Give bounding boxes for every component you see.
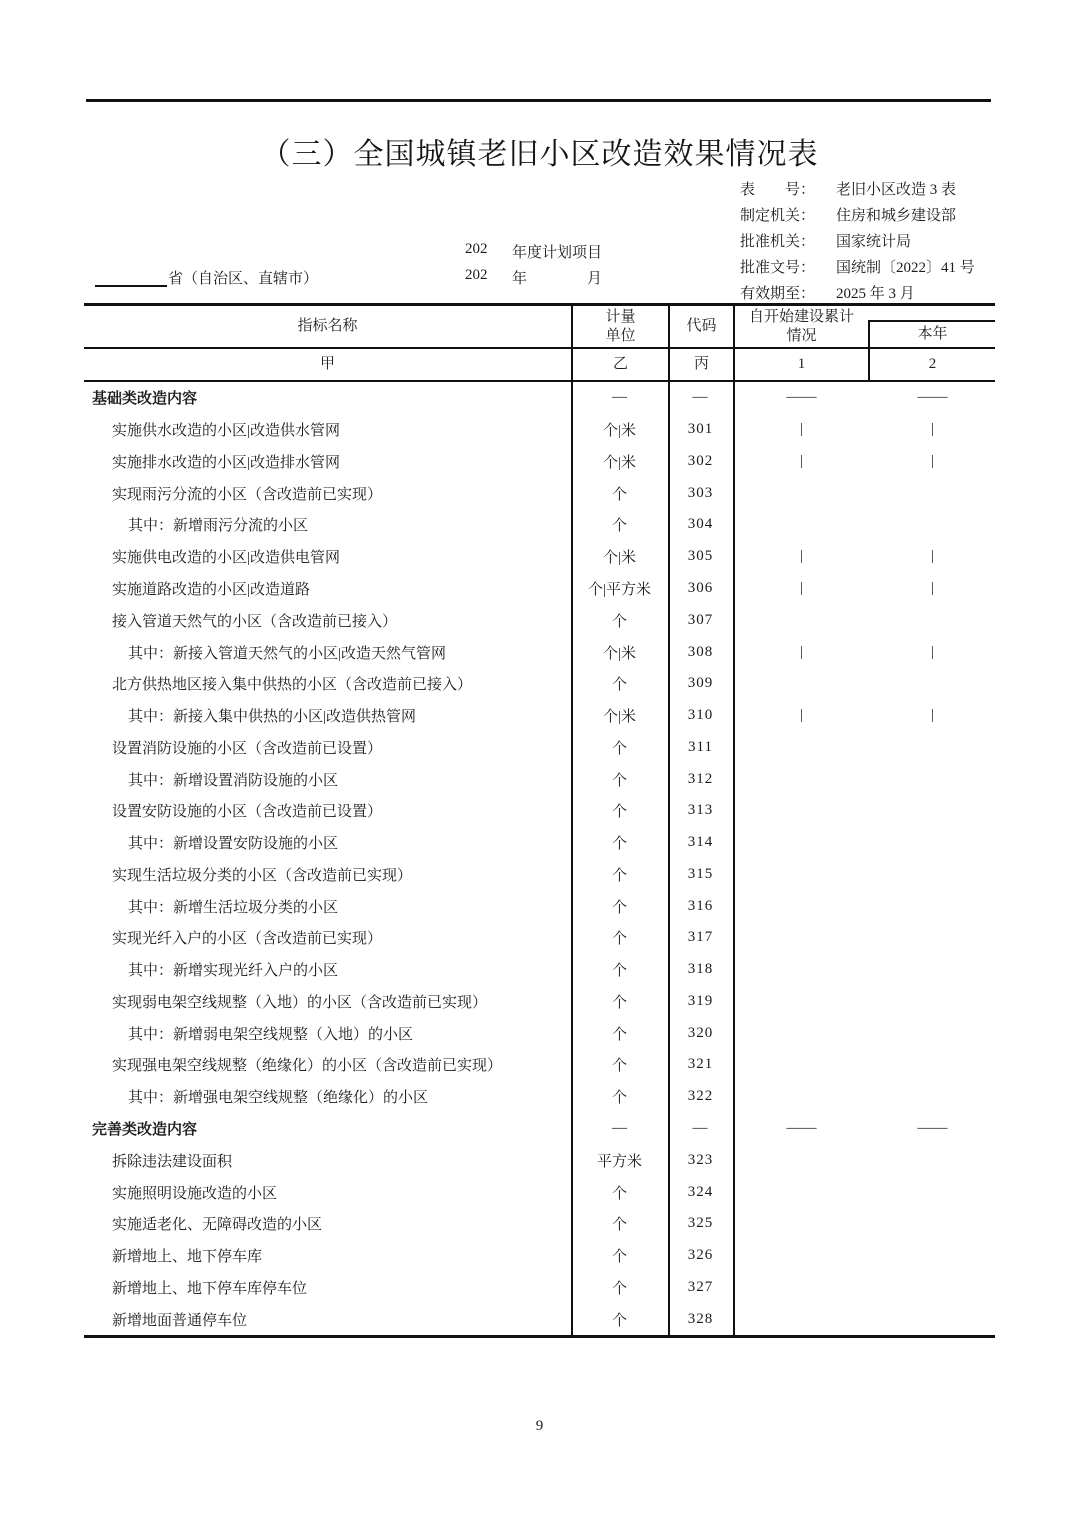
unit-cell: 个 [611,486,627,503]
info-row-approver [740,229,995,255]
info-label: 批准机关： [740,234,816,250]
indicator-name-cell: 其中：新增生活垃圾分类的小区 [128,899,339,916]
table-row [84,922,995,954]
indicator-name-cell: 其中：新接入集中供热的小区|改造供热管网 [128,709,417,726]
col-header-unit [573,306,668,347]
code-cell: 310 [687,707,714,724]
code-cell: 302 [687,452,714,469]
unit-cell: — [612,389,627,406]
indicator-name-cell: 其中：新增弱电架空线规整（入地）的小区 [128,1026,414,1043]
code-cell: 303 [687,484,714,501]
stub-header-jia: 甲 [319,356,335,372]
province-fill-blank [95,285,167,287]
table-row [84,795,995,827]
code-cell: 320 [687,1024,714,1041]
indicator-name-cell: 新增地上、地下停车库停车位 [112,1280,308,1297]
month-label: 月 [587,271,603,287]
table-row [84,827,995,859]
cumulative-value-cell: | [799,548,803,565]
table-row [84,414,995,446]
code-cell: 319 [687,992,714,1009]
indicator-name-cell: 实施照明设施改造的小区 [112,1185,278,1202]
unit-cell: 个 [611,994,627,1011]
col-header-unit-line1: 计量 [605,308,636,325]
current-year-value-cell: —— [917,389,948,406]
unit-cell: 个|米 [602,645,636,662]
col-header-indicator: 指标名称 [297,318,358,334]
unit-cell: 个 [611,931,627,948]
table-row [84,1081,995,1113]
plan-label: 年度计划项目 [512,245,603,261]
col-header-cumulative [735,306,868,347]
unit-cell: 个 [611,1249,627,1266]
table-row [84,382,995,414]
table-bottom-border [84,1335,995,1338]
unit-cell: 个 [611,867,627,884]
info-value: 住房和城乡建设部 [836,208,957,224]
table-row [84,1113,995,1145]
year-label: 年 [512,271,528,287]
code-cell: 322 [687,1088,714,1105]
indicator-name-cell: 实施道路改造的小区|改造道路 [112,581,311,598]
unit-cell: 个 [611,804,627,821]
table-row [84,1271,995,1303]
unit-cell: 个|米 [602,454,636,471]
code-cell: 317 [687,929,714,946]
table-row [84,763,995,795]
unit-cell: 平方米 [596,1153,642,1170]
indicator-name-cell: 其中：新增实现光纤入户的小区 [128,963,339,980]
unit-cell: 个 [611,1090,627,1107]
code-cell: 325 [687,1215,714,1232]
indicator-name-cell: 其中：新增雨污分流的小区 [128,518,309,535]
code-cell: 307 [687,611,714,628]
form-meta [0,0,1080,300]
unit-cell: 个|米 [602,709,636,726]
table-row [84,541,995,573]
current-year-value-cell: | [930,548,934,565]
code-cell: 304 [687,516,714,533]
code-cell: 318 [687,961,714,978]
code-cell: 314 [687,834,714,851]
table-row [84,573,995,605]
code-cell: 306 [687,579,714,596]
fill-year-prefix: 202 [465,267,488,283]
info-value: 老旧小区改造 3 表 [836,182,957,198]
code-cell: 311 [688,738,713,755]
code-cell: 327 [687,1278,714,1295]
unit-cell: 个 [611,772,627,789]
unit-cell: 个 [611,899,627,916]
col-header-unit-line2: 单位 [605,327,636,344]
col-header-code: 代码 [686,318,717,334]
table-row [84,1144,995,1176]
stub-header-yi: 乙 [612,356,628,372]
indicator-name-cell: 设置消防设施的小区（含改造前已设置） [112,740,383,757]
unit-cell: 个 [611,740,627,757]
current-year-value-cell: | [930,643,934,660]
current-year-value-cell: | [930,707,934,724]
table-row [84,1017,995,1049]
code-cell: 301 [687,421,714,438]
table-row [84,1176,995,1208]
unit-cell: — [612,1119,627,1136]
info-label: 有效期至： [740,286,816,302]
page-number: 9 [535,1418,544,1434]
table-row [84,604,995,636]
indicator-name-cell: 其中：新接入管道天然气的小区|改造天然气管网 [128,645,447,662]
info-label: 批准文号： [740,260,816,276]
code-cell: 326 [687,1247,714,1264]
code-cell: 305 [687,548,714,565]
plan-year-prefix: 202 [465,241,488,257]
indicator-name-cell: 实现强电架空线规整（绝缘化）的小区（含改造前已实现） [112,1058,503,1075]
table-row [84,509,995,541]
indicator-name-cell: 设置安防设施的小区（含改造前已设置） [112,804,383,821]
form-info-block [740,177,995,307]
unit-cell: 个 [611,677,627,694]
current-year-value-cell: | [930,452,934,469]
unit-cell: 个 [611,836,627,853]
code-cell: 313 [687,802,714,819]
table-row [84,1049,995,1081]
info-row-table-number [740,177,995,203]
unit-cell: 个 [611,1026,627,1043]
indicator-name-cell: 实施供电改造的小区|改造供电管网 [112,550,341,567]
indicator-name-cell: 实现雨污分流的小区（含改造前已实现） [112,486,383,503]
table-row [84,477,995,509]
table-row [84,731,995,763]
table-row [84,636,995,668]
code-cell: 328 [687,1310,714,1327]
code-cell: 309 [687,675,714,692]
code-cell: 321 [687,1056,714,1073]
cumulative-value-cell: —— [786,1119,817,1136]
stub-header-col1: 1 [797,356,806,372]
indicator-name-cell: 新增地上、地下停车库 [112,1249,263,1266]
info-value: 国统制〔2022〕41 号 [836,260,975,276]
code-cell: 312 [687,770,714,787]
col-header-cumulative-line1: 自开始建设累计 [748,308,854,325]
cumulative-value-cell: | [799,643,803,660]
table-row [84,1208,995,1240]
cumulative-value-cell: —— [786,389,817,406]
cumulative-value-cell: | [799,707,803,724]
current-year-value-cell: —— [917,1119,948,1136]
indicator-name-cell: 拆除违法建设面积 [112,1153,233,1170]
code-cell: 323 [687,1151,714,1168]
stub-header-bing: 丙 [693,356,709,372]
code-cell: — [692,389,709,406]
indicator-name-cell: 实施供水改造的小区|改造供水管网 [112,423,341,440]
unit-cell: 个 [611,1312,627,1329]
code-cell: 316 [687,897,714,914]
current-year-value-cell: | [930,421,934,438]
table-row [84,1303,995,1335]
indicator-name-cell: 其中：新增设置消防设施的小区 [128,772,339,789]
table-row [84,446,995,478]
info-label: 制定机关： [740,208,816,224]
code-cell: — [692,1119,709,1136]
stub-header-col2: 2 [928,356,937,372]
indicator-name-cell: 其中：新增设置安防设施的小区 [128,836,339,853]
unit-cell: 个|平方米 [587,581,651,598]
indicator-name-cell: 其中：新增强电架空线规整（绝缘化）的小区 [128,1090,429,1107]
unit-cell: 个 [611,518,627,535]
col-header-current-year: 本年 [917,326,948,342]
unit-cell: 个 [611,963,627,980]
indicator-name-cell: 基础类改造内容 [92,390,198,408]
unit-cell: 个 [611,1185,627,1202]
info-value: 2025 年 3 月 [836,286,915,302]
cumulative-value-cell: | [799,421,803,438]
table-row [84,986,995,1018]
info-label: 表 号： [740,182,816,198]
code-cell: 308 [687,643,714,660]
unit-cell: 个 [611,1058,627,1075]
indicator-name-cell: 新增地面普通停车位 [112,1312,248,1329]
code-cell: 324 [687,1183,714,1200]
current-year-value-cell: | [930,579,934,596]
indicator-name-cell: 实现光纤入户的小区（含改造前已实现） [112,931,383,948]
unit-cell: 个 [611,613,627,630]
unit-cell: 个 [611,1280,627,1297]
info-row-approval-number [740,255,995,281]
table-row [84,700,995,732]
statistics-table [84,303,995,1338]
indicator-name-cell: 实现生活垃圾分类的小区（含改造前已实现） [112,867,413,884]
indicator-name-cell: 实施排水改造的小区|改造排水管网 [112,454,341,471]
table-row [84,1240,995,1272]
cumulative-value-cell: | [799,452,803,469]
table-row [84,858,995,890]
indicator-name-cell: 实现弱电架空线规整（入地）的小区（含改造前已实现） [112,994,488,1011]
indicator-name-cell: 北方供热地区接入集中供热的小区（含改造前已接入） [112,677,473,694]
info-row-maker [740,203,995,229]
unit-cell: 个|米 [602,423,636,440]
unit-cell: 个|米 [602,550,636,567]
unit-cell: 个 [611,1217,627,1234]
page-title: （三）全国城镇老旧小区改造效果情况表 [260,138,819,171]
col-header-cumulative-line2: 情况 [786,327,817,344]
table-row [84,668,995,700]
cumulative-value-cell: | [799,579,803,596]
code-cell: 315 [687,865,714,882]
indicator-name-cell: 完善类改造内容 [92,1120,198,1138]
table-row [84,890,995,922]
table-row [84,954,995,986]
table-body [84,382,995,1335]
province-label: 省（自治区、直辖市） [168,271,319,287]
indicator-name-cell: 实施适老化、无障碍改造的小区 [112,1217,323,1234]
indicator-name-cell: 接入管道天然气的小区（含改造前已接入） [112,613,398,630]
info-value: 国家统计局 [836,234,912,250]
